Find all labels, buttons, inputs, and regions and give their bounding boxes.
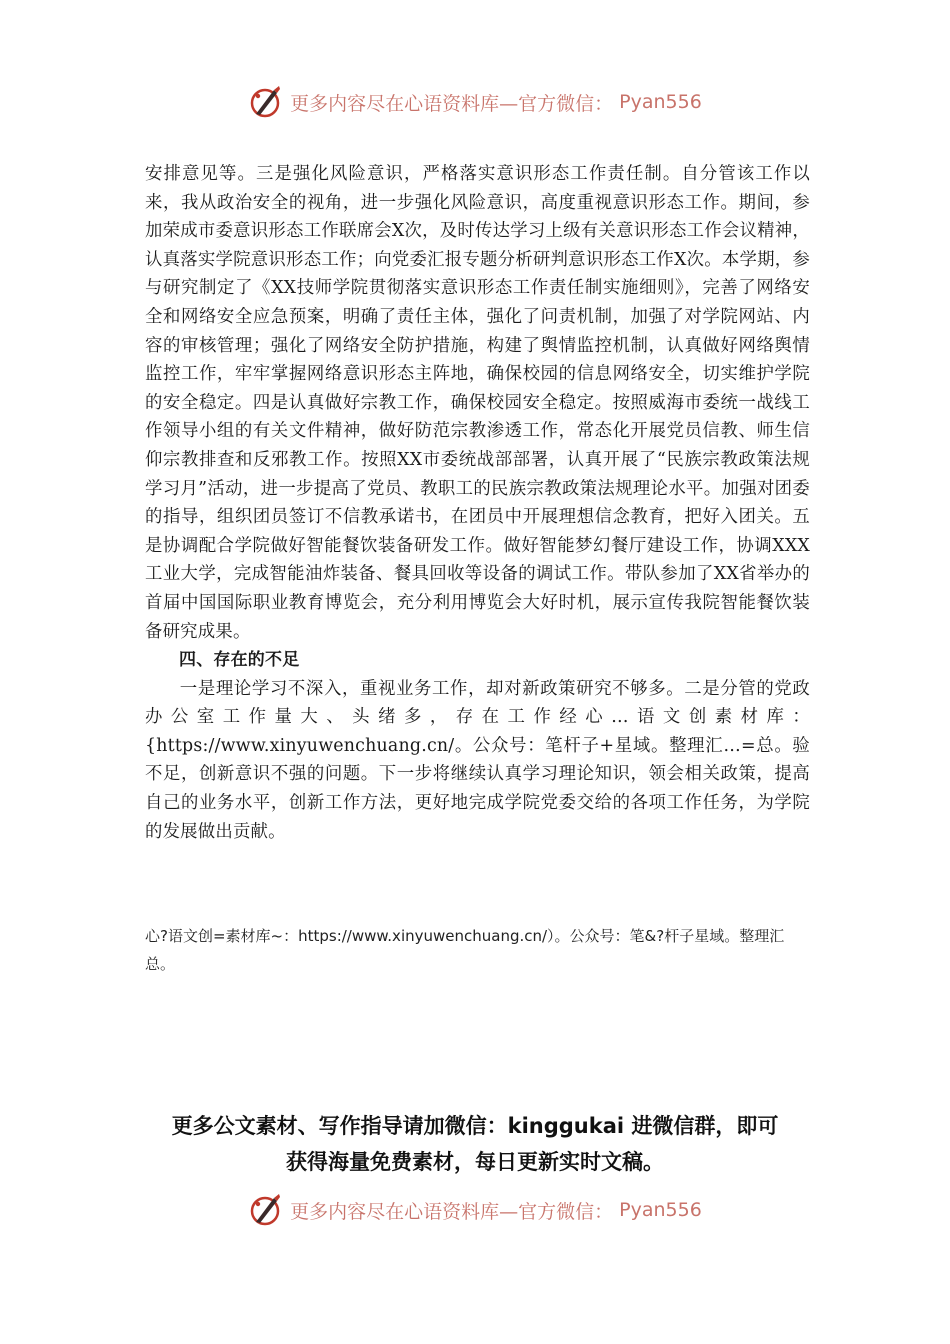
header-banner (0, 84, 950, 120)
promo-line-1: 更多公文素材、写作指导请加微信：kinggukai 进微信群，即可 (171, 1114, 779, 1138)
header-banner-text: 更多内容尽在心语资料库—官方微信： (290, 92, 614, 115)
body-paragraph-1: 安排意见等。三是强化风险意识，严格落实意识形态工作责任制。自分管该工作以来，我从政治安全的视角，进一步强化风险意识，高度重视意识形态工作。期间，参加荣成市委意识形态工作联席会X次，及时传达学习上级有关意识形态工作会议精神，认真落实学院意识形态工作；向党委汇报专题分析研判意识形态工作X次。本学期，参与研究制定了《XX技师学院贯彻落实意识形态工作责任制实施细则》，完善了网络安全和网络安全应急预案，明确了责任主体，强化了问责机制，加强了对学院网站、内容的审核管理；强化了网络安全防护措施，构建了舆情监控机制，认真做好网络舆情监控工作，牢牢掌握网络意识形态主阵地，确保校园的信息网络安全，切实维护学院的安全稳定。四是认真做好宗教工作，确保校园安全稳定。按照威海市委统一战线工作领导小组的有关文件精神，做好防范宗教渗透工作，常态化开展党员信教、师生信仰宗教排查和反邪教工作。按照XX市委统战部部署，认真开展了“民族宗教政策法规学习月”活动，进一步提高了党员、教职工的民族宗教政策法规理论水平。加强对团委的指导，组织团员签订不信教承诺书，在团员中开展理想信念教育，把好入团关。五是协调配合学院做好智能餐饮装备研发工作。做好智能梦幻餐厅建设工作，协调XXX工业大学，完成智能油炸装备、餐具回收等设备的调试工作。带队参加了XX省举办的首届中国国际职业教育博览会，充分利用博览会大好时机，展示宣传我院智能餐饮装备研究成果。 (145, 164, 810, 642)
promo-line-2: 获得海量免费素材，每日更新实时文稿。 (286, 1150, 664, 1174)
pen-quill-logo-icon (248, 84, 284, 120)
header-banner-wechat-id: Pyan556 (619, 91, 702, 113)
pen-quill-logo-icon (248, 1192, 284, 1228)
footer-banner-wechat-id: Pyan556 (619, 1199, 702, 1221)
section-heading: 四、存在的不足 (179, 650, 300, 671)
source-note: 心?语文创=素材库~：https://www.xinyuwenchuang.cn/）。公众号：笔&?杆子星域。整理汇总。 (145, 927, 785, 973)
footer-banner (0, 1192, 950, 1228)
body-paragraph-2: 一是理论学习不深入，重视业务工作，却对新政策研究不够多。二是分管的党政办公室工作量大、头绪多，存在工作经心…语文创素材库：{https://www.xinyuwenchuang.cn/。公众号：笔杆子+星域。整理汇…=总。验不足，创新意识不强的问题。下一步将继续认真学习理论知识，领会相关政策，提高自己的业务水平，创新工作方法，更好地完成学院党委交给的各项工作任务，为学院的发展做出贡献。 (145, 678, 810, 842)
promo-block (0, 1108, 950, 1180)
document-body (145, 160, 810, 846)
footer-banner-text: 更多内容尽在心语资料库—官方微信： (290, 1200, 614, 1223)
